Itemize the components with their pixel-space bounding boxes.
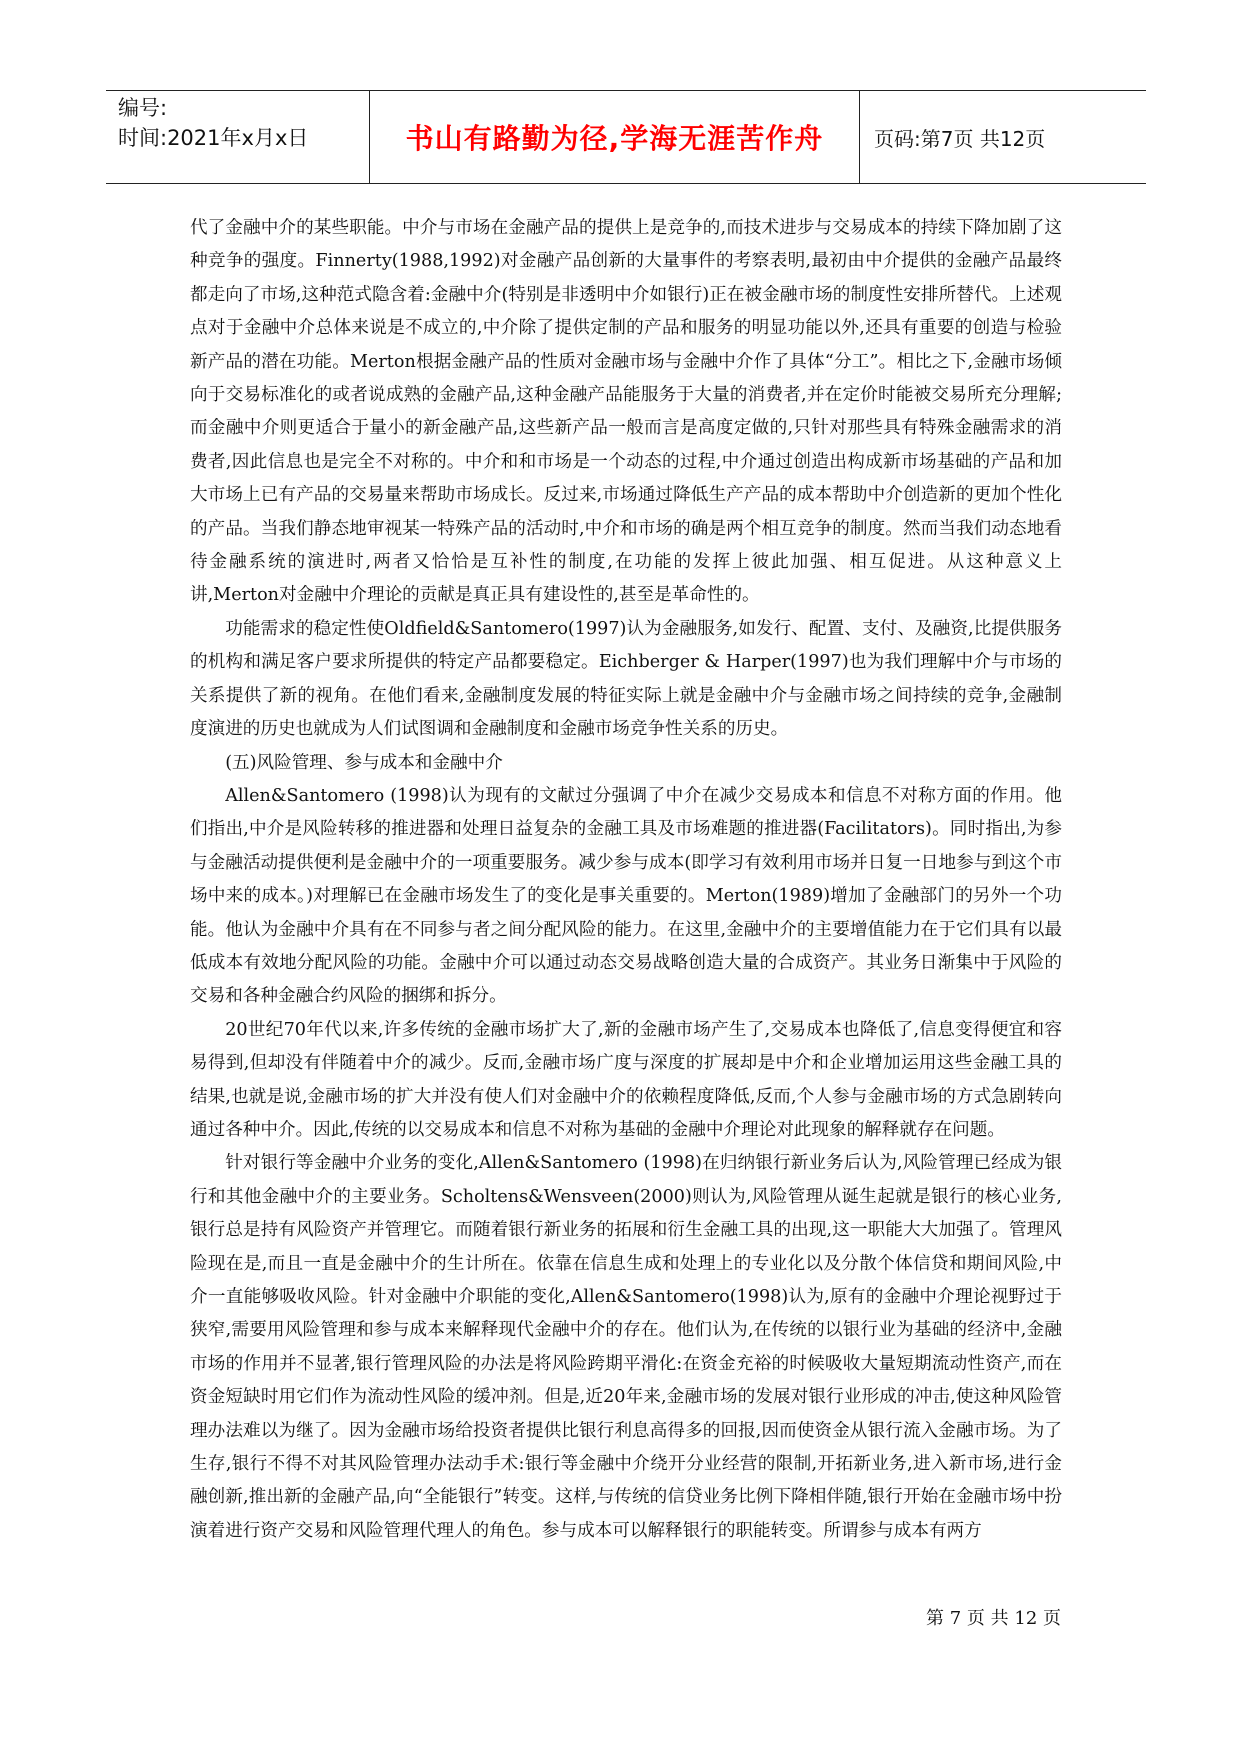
page-footer: 第 7 页 共 12 页 — [926, 1608, 1061, 1629]
body-paragraph-2: 功能需求的稳定性使Oldfield&Santomero(1997)认为金融服务,如发行、配置、支付、及融资,比提供服务的机构和满足客户要求所提供的特定产品都要稳定。Eichberger & Harper(1997)也为我们理解中介与市场的关系提供了新的视角。在他们看来,金融制度发展的特征实际上就是金融中介与金融市场之间持续的竞争,金融制度演进的历史也就成为人们试图调和金融制度和金融市场竞争性关系的历史。 — [190, 618, 1062, 740]
page-header — [106, 90, 1146, 184]
document-number-label: 编号: — [118, 96, 168, 120]
document-time-label: 时间:2021年x月x日 — [118, 126, 309, 150]
body-paragraph-4: 20世纪70年代以来,许多传统的金融市场扩大了,新的金融市场产生了,交易成本也降低了,信息变得便宜和容易得到,但却没有伴随着中介的减少。反而,金融市场广度与深度的扩展却是中介和企业增加运用这些金融工具的结果,也就是说,金融市场的扩大并没有使人们对金融中介的依赖程度降低,反而,个人参与金融市场的方式急剧转向通过各种中介。因此,传统的以交易成本和信息不对称为基础的金融中介理论对此现象的解释就存在问题。 — [190, 1019, 1062, 1140]
header-info-cell — [106, 91, 370, 183]
section-heading: (五)风险管理、参与成本和金融中介 — [225, 752, 503, 773]
body-paragraph-1: 代了金融中介的某些职能。中介与市场在金融产品的提供上是竞争的,而技术进步与交易成本的持续下降加剧了这种竞争的强度。Finnerty(1988,1992)对金融产品创新的大量事件的考察表明,最初由中介提供的金融产品最终都走向了市场,这种范式隐含着:金融中介(特别是非透明中介如银行)正在被金融市场的制度性安排所替代。上述观点对于金融中介总体来说是不成立的,中介除了提供定制的产品和服务的明显功能以外,还具有重要的创造与检验新产品的潜在功能。Merton根据金融产品的性质对金融市场与金融中介作了具体“分工”。相比之下,金融市场倾向于交易标准化的或者说成熟的金融产品,这种金融产品能服务于大量的消费者,并在定价时能被交易所充分理解;而金融中介则更适合于量小的新金融产品,这些新产品一般而言是高度定做的,只针对那些具有特殊金融需求的消费者,因此信息也是完全不对称的。中介和和市场是一个动态的过程,中介通过创造出构成新市场基础的产品和加大市场上已有产品的交易量来帮助市场成长。反过来,市场通过降低生产产品的成本帮助中介创造新的更加个性化的产品。当我们静态地审视某一特殊产品的活动时,中介和市场的确是两个相互竞争的制度。然而当我们动态地看待金融系统的演进时,两者又恰恰是互补性的制度,在功能的发挥上彼此加强、相互促进。从这种意义上讲,Merton对金融中介理论的贡献是真正具有建设性的,甚至是革命性的。 — [190, 218, 1062, 606]
header-motto: 书山有路勤为径,学海无涯苦作舟 — [405, 122, 824, 155]
body-paragraph-5: 针对银行等金融中介业务的变化,Allen&Santomero (1998)在归纳银行新业务后认为,风险管理已经成为银行和其他金融中介的主要业务。Scholtens&Wensveen(2000)则认为,风险管理从诞生起就是银行的核心业务,银行总是持有风险资产并管理它。而随着银行新业务的拓展和衍生金融工具的出现,这一职能大大加强了。管理风险现在是,而且一直是金融中介的生计所在。依靠在信息生成和处理上的专业化以及分散个体信贷和期间风险,中介一直能够吸收风险。针对金融中介职能的变化,Allen&Santomero(1998)认为,原有的金融中介理论视野过于狭窄,需要用风险管理和参与成本来解释现代金融中介的存在。他们认为,在传统的以银行业为基础的经济中,金融市场的作用并不显著,银行管理风险的办法是将风险跨期平滑化:在资金充裕的时候吸收大量短期流动性资产,而在资金短缺时用它们作为流动性风险的缓冲剂。但是,近20年来,金融市场的发展对银行业形成的冲击,使这种风险管理办法难以为继了。因为金融市场给投资者提供比银行利息高得多的回报,因而使资金从银行流入金融市场。为了生存,银行不得不对其风险管理办法动手术:银行等金融中介绕开分业经营的限制,开拓新业务,进入新市场,进行金融创新,推出新的金融产品,向“全能银行”转变。这样,与传统的信贷业务比例下降相伴随,银行开始在金融市场中扮演着进行资产交易和风险管理代理人的角色。参与成本可以解释银行的职能转变。所谓参与成本有两方 — [190, 1153, 1062, 1541]
body-paragraph-3: Allen&Santomero (1998)认为现有的文献过分强调了中介在减少交易成本和信息不对称方面的作用。他们指出,中介是风险转移的推进器和处理日益复杂的金融工具及市场难题的推进器(Facilitators)。同时指出,为参与金融活动提供便利是金融中介的一项重要服务。减少参与成本(即学习有效利用市场并日复一日地参与到这个市场中来的成本。)对理解已在金融市场发生了的变化是事关重要的。Merton(1989)增加了金融部门的另外一个功能。他认为金融中介具有在不同参与者之间分配风险的能力。在这里,金融中介的主要增值能力在于它们具有以最低成本有效地分配风险的功能。金融中介可以通过动态交易战略创造大量的合成资产。其业务日渐集中于风险的交易和各种金融合约风险的捆绑和拆分。 — [190, 785, 1062, 1007]
header-motto-cell — [370, 91, 860, 183]
header-page-label: 页码:第7页 共12页 — [874, 126, 1046, 151]
document-body — [190, 212, 1062, 1548]
header-page-cell — [860, 91, 1146, 183]
